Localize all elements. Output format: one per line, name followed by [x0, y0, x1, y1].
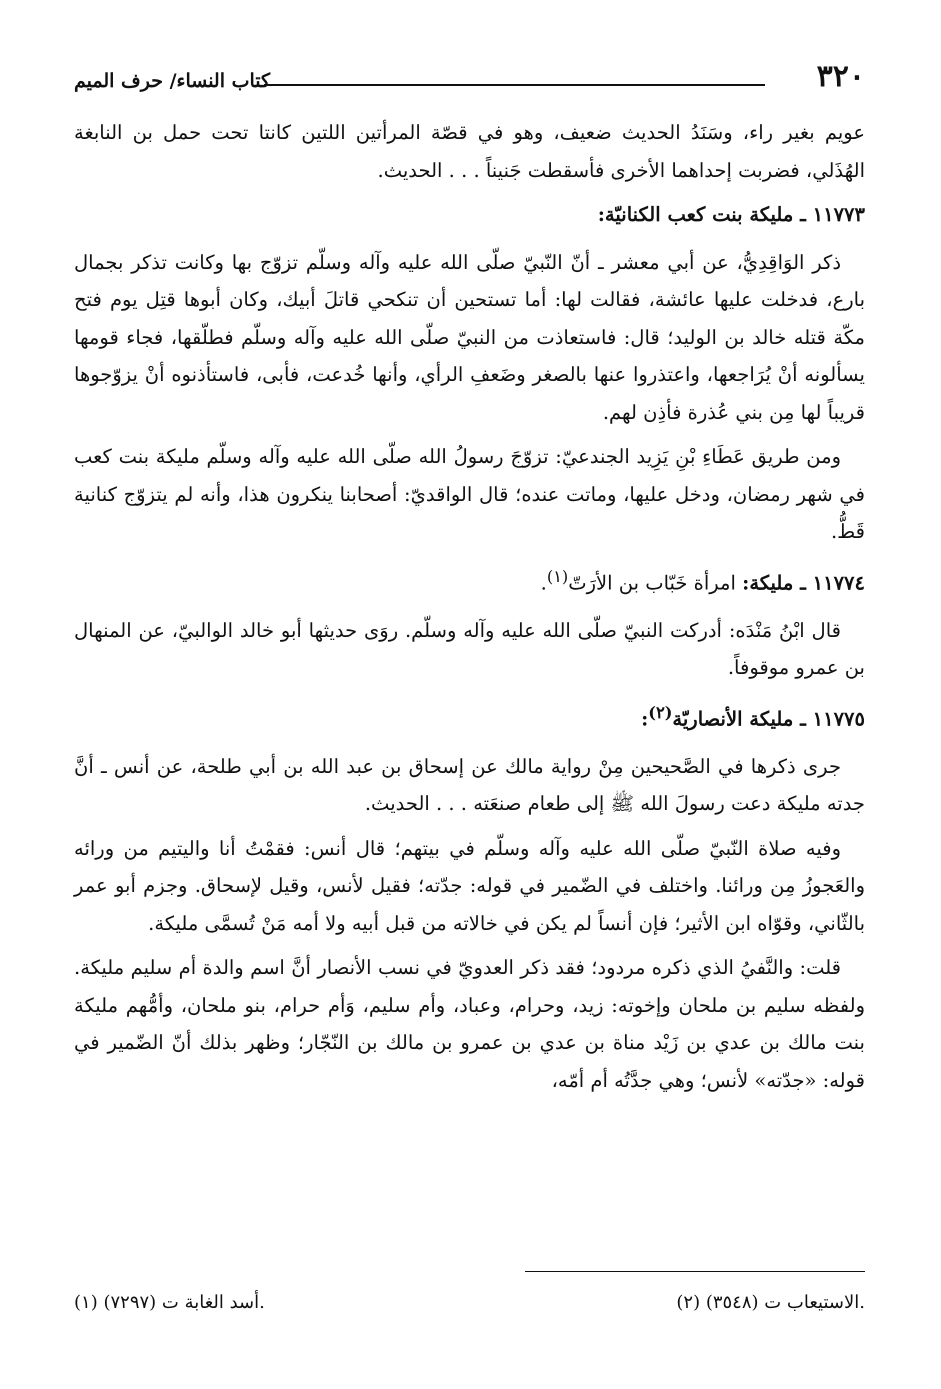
footnotes-rule	[525, 1271, 865, 1272]
page-header	[74, 58, 865, 92]
footnote-2: (٢) الاستيعاب ت (٣٥٤٨).	[676, 1292, 865, 1313]
footnote-1: (١) أسد الغابة ت (٧٢٩٧).	[74, 1292, 265, 1313]
paragraph: جرى ذكرها في الصَّحيحين مِنْ رواية مالك عن إسحاق بن عبد الله بن أبي طلحة، عن أنس ـ أنَّ جدته مليكة دعت رسولَ الله ﷺ إلى طعام صنعَته . . . الحديث.	[74, 754, 865, 815]
footnote-marker: (١)	[546, 566, 569, 586]
page-body	[74, 114, 865, 1099]
entry-title: ١١٧٧٥ ـ مليكة الأنصاريّة	[672, 707, 865, 730]
entry-number: ١١٧٧٤ ـ مليكة:	[742, 571, 865, 594]
paragraph: ذكر الوَاقِدِيُّ، عن أبي معشر ـ أنّ النّبيّ صلّى الله عليه وآله وسلّم تزوّج بها وكانت تذكر بجمال بارع، فدخلت عليها عائشة، فقالت لها: أما تستحين أن تنكحي قاتلَ أبيك، وكان أبوها قتِل يوم فتح مكّة قتله خالد بن الوليد؛ قال: فاستعاذت من النبيّ صلّى الله عليه وآله وسلّم فطلّقها، فجاء قومها يسألونه أنْ يُرَاجعها، واعتذروا عنها بالصغر وضَعفِ الرأي، وأنها خُدعت، فأبى، فاستأذنوه أنْ يزوّجوها قريباً لها مِن بني عُذرة فأذِن لهم.	[74, 250, 865, 424]
page-number: ٣٢٠	[816, 59, 865, 94]
footnotes	[74, 1290, 865, 1316]
footnote-marker: (٢)	[648, 702, 673, 722]
paragraph: ومن طريق عَطَاءِ بْنِ يَزِيد الجندعيّ: تزوّجَ رسولُ الله صلّى الله عليه وآله وسلّم مليكة بنت كعب في شهر رمضان، ودخل عليها، وماتت عنده؛ قال الواقديّ: أصحابنا ينكرون هذا، وأنه لم يتزوّج كنانية قَطُّ.	[74, 445, 865, 543]
entry-heading-11774: ١١٧٧٤ ـ مليكة: امرأة خَبّاب بن الأرَتّ$^{(١)}$.	[540, 566, 865, 594]
entry-heading-11773: ١١٧٧٣ ـ مليكة بنت كعب الكنانيّة:	[597, 203, 865, 226]
entry-heading-11775: ١١٧٧٥ ـ مليكة الأنصاريّة$^{(٢)}$:	[641, 702, 865, 730]
paragraph: قلت: والنَّفيُ الذي ذكره مردود؛ فقد ذكر العدويّ في نسب الأنصار أنَّ اسم والدة أم سليم مليكة. ولفظه سليم بن ملحان وإخوته: زيد، وحرام، وعباد، وأم سليم، وَأم حرام، بنو ملحان، وأمُّهم مليكة بنت مالك بن عدي بن زَيْد مناة بن عدي بن عمرو بن مالك بن النّجّار؛ وظهر بذلك أنّ الضّمير في قوله: «جدّته» لأنس؛ وهي جدَّتُه أم أمّه،	[74, 956, 865, 1092]
paragraph: عويم بغير راء، وسَنَدُ الحديث ضعيف، وهو في قصّة المرأتين اللتين كانتا تحت حمل بن النابغة الهُذَلي، فضربت إحداهما الأخرى فأسقطت جَنيناً . . . الحديث.	[74, 121, 865, 182]
paragraph: وفيه صلاة النّبيّ صلّى الله عليه وآله وسلّم في بيتهم؛ قال أنس: فقمْتُ أنا واليتيم من ورائه والعَجوزُ مِن ورائنا. واختلف في الضّمير في قوله: جدّته؛ فقيل لأنس، وقيل لإسحاق. وجزم أبو عمر بالثّاني، وقوّاه ابن الأثير؛ فإن أنساً لم يكن في خالاته من قبل أبيه ولا أمه مَنْ تُسمَّى مليكة.	[74, 836, 865, 935]
header-rule	[264, 84, 765, 86]
paragraph: قال ابْنُ مَنْدَه: أدركت النبيّ صلّى الله عليه وآله وسلّم. روَى حديثها أبو خالد الوالبيّ، عن المنهال بن عمرو موقوفاً.	[74, 618, 865, 679]
entry-name: امرأة خَبّاب بن الأرَتّ	[568, 571, 743, 594]
running-title: كتاب النساء/ حرف الميم	[74, 70, 271, 92]
